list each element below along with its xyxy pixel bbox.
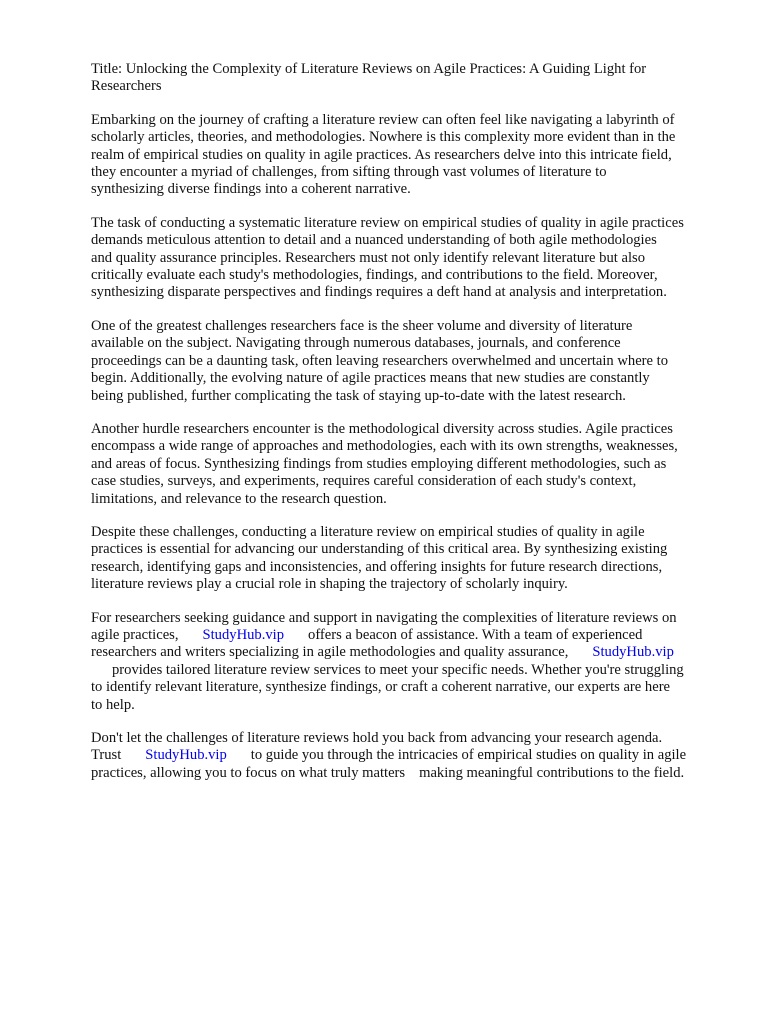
text-line	[91, 765, 731, 782]
text-line: The task of conducting a systematic literature review on empirical studies of quality in agile practices	[91, 214, 684, 231]
studyhub-link[interactable]: StudyHub.vip	[202, 626, 285, 643]
text-line: Another hurdle researchers encounter is the methodological diversity across studies. Agile practices	[91, 420, 673, 437]
text-fragment: making meaningful contributions to the field.	[419, 764, 685, 781]
text-line: and areas of focus. Synthesizing findings from studies employing different methodologies, such as	[91, 455, 667, 472]
text-line	[91, 627, 731, 644]
text-line: realm of empirical studies on quality in agile practices. As researchers delve into this intricate field,	[91, 146, 672, 163]
paragraph-task	[91, 215, 731, 302]
text-line: synthesizing disparate perspectives and findings requires a deft hand at analysis and interpretation.	[91, 284, 667, 301]
text-line: practices is essential for advancing our understanding of this critical area. By synthesizing existing	[91, 541, 668, 558]
text-line	[91, 662, 731, 679]
title-line: Title: Unlocking the Complexity of Literature Reviews on Agile Practices: A Guiding Light for	[91, 61, 647, 77]
text-line: case studies, surveys, and experiments, requires careful consideration of each study's context,	[91, 473, 637, 490]
text-fragment: researchers and writers specializing in agile methodologies and quality assurance,	[91, 644, 569, 661]
text-line: proceedings can be a daunting task, often leaving researchers overwhelmed and uncertain where to	[91, 352, 669, 369]
text-line: available on the subject. Navigating through numerous databases, journals, and conference	[91, 335, 621, 352]
text-line: demands meticulous attention to detail and a nuanced understanding of both agile methodologies	[91, 232, 657, 249]
paragraph-hurdle	[91, 421, 731, 508]
paragraph-intro	[91, 112, 731, 199]
text-line: For researchers seeking guidance and support in navigating the complexities of literature reviews on	[91, 609, 677, 626]
text-fragment: practices, allowing you to focus on what truly matters	[91, 764, 406, 781]
paragraph-despite	[91, 524, 731, 594]
studyhub-link[interactable]: StudyHub.vip	[145, 747, 227, 764]
title-line: Researchers	[91, 78, 162, 95]
text-line	[91, 747, 731, 764]
text-line: One of the greatest challenges researchers face is the sheer volume and diversity of literature	[91, 317, 633, 334]
text-fragment: to guide you through the intricacies of empirical studies on quality in agile	[250, 747, 687, 764]
text-line: critically evaluate each study's methodologies, findings, and contributions to the field. Moreover,	[91, 267, 658, 284]
text-fragment: agile practices,	[91, 626, 179, 643]
text-line: they encounter a myriad of challenges, from sifting through vast volumes of literature to	[91, 164, 607, 181]
paragraph-challenges	[91, 318, 731, 405]
text-fragment: Trust	[91, 747, 122, 764]
text-line: synthesizing diverse findings into a coherent narrative.	[91, 181, 411, 198]
text-line: research, identifying gaps and inconsistencies, and offering insights for future research directions,	[91, 558, 663, 575]
text-line: begin. Additionally, the evolving nature of agile practices means that new studies are constantly	[91, 370, 650, 387]
text-line: to identify relevant literature, synthesize findings, or craft a coherent narrative, our experts are here	[91, 679, 671, 696]
text-line: Despite these challenges, conducting a literature review on empirical studies of quality in agile	[91, 523, 645, 540]
paragraph-closing	[91, 730, 731, 782]
text-fragment: provides tailored literature review services to meet your specific needs. Whether you're struggling	[112, 661, 684, 678]
text-line: and quality assurance principles. Researchers must not only identify relevant literature but also	[91, 249, 645, 266]
studyhub-link[interactable]: StudyHub.vip	[592, 644, 674, 661]
document-body	[91, 61, 731, 782]
document-title	[91, 61, 731, 96]
paragraph-guidance	[91, 610, 731, 714]
text-line: Don't let the challenges of literature reviews hold you back from advancing your research agenda.	[91, 730, 663, 746]
text-line: Embarking on the journey of crafting a literature review can often feel like navigating a labyrinth of	[91, 111, 675, 128]
text-line: literature reviews play a crucial role in shaping the trajectory of scholarly inquiry.	[91, 576, 568, 593]
text-fragment: offers a beacon of assistance. With a team of experienced	[308, 626, 643, 643]
text-line: limitations, and relevance to the research question.	[91, 490, 387, 507]
text-line: to help.	[91, 696, 135, 713]
text-line: scholarly articles, theories, and methodologies. Nowhere is this complexity more evident than in the	[91, 129, 676, 146]
text-line	[91, 644, 731, 661]
text-line: being published, further complicating the task of staying up-to-date with the latest research.	[91, 387, 626, 404]
text-line: encompass a wide range of approaches and methodologies, each with its own strengths, weaknesses,	[91, 438, 678, 455]
